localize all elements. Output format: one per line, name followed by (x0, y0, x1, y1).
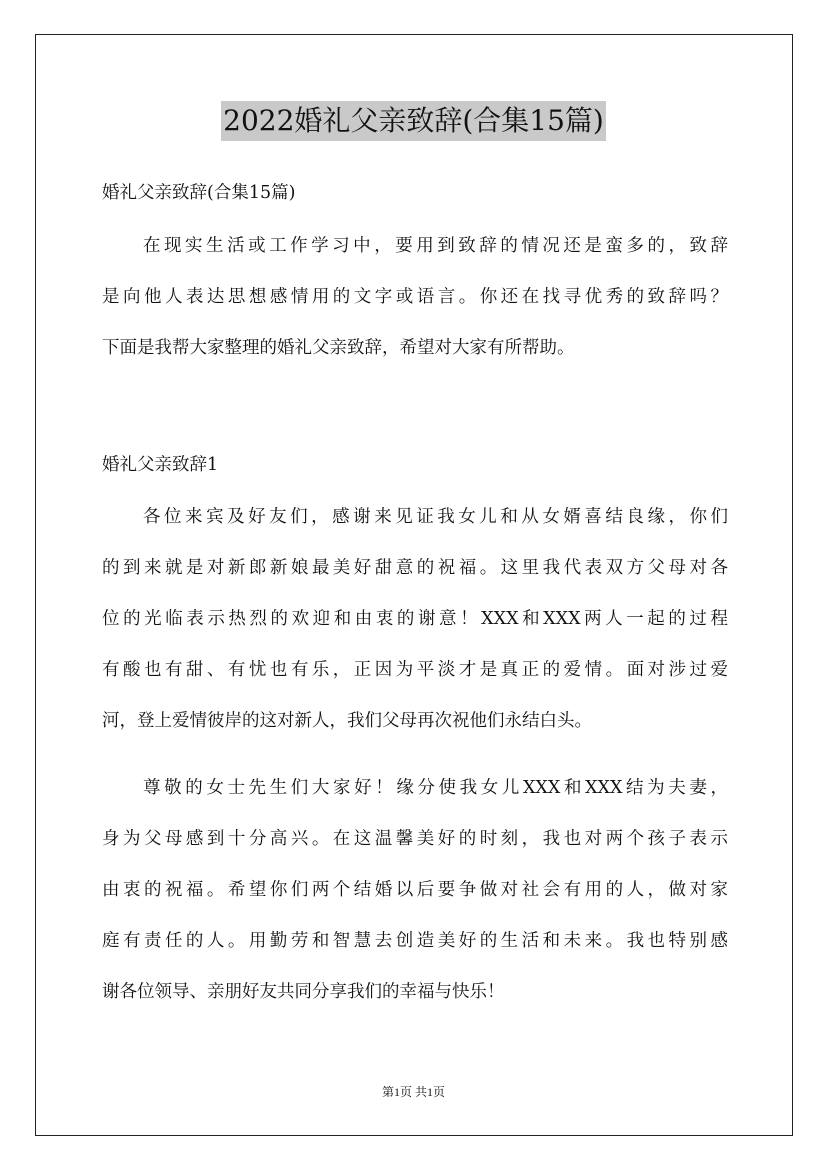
paragraph-line: 河，登上爱情彼岸的这对新人，我们父母再次祝他们永结白头。 (102, 711, 592, 731)
section1-paragraph2 (102, 763, 728, 1018)
intro-paragraph (102, 221, 728, 374)
title-container (0, 101, 827, 141)
page-footer: 第1页 共1页 (381, 1085, 445, 1099)
section-heading: 婚礼父亲致辞1 (102, 455, 219, 475)
paragraph-line: 位的光临表示热烈的欢迎和由衷的谢意！XXX和XXX两人一起的过程 (102, 609, 728, 629)
intro-line: 下面是我帮大家整理的婚礼父亲致辞，希望对大家有所帮助。 (102, 338, 575, 358)
paragraph-line: 庭有责任的人。用勤劳和智慧去创造美好的生活和未来。我也特别感 (102, 931, 728, 951)
paragraph-line: 有酸也有甜、有忧也有乐，正因为平淡才是真正的爱情。面对涉过爱 (102, 660, 728, 680)
document-title: 2022婚礼父亲致辞(合集15篇) (221, 101, 606, 141)
paragraph-line: 尊敬的女士先生们大家好！缘分使我女儿XXX和XXX结为夫妻， (143, 778, 728, 798)
paragraph-line: 身为父母感到十分高兴。在这温馨美好的时刻，我也对两个孩子表示 (102, 829, 728, 849)
paragraph-line: 各位来宾及好友们，感谢来见证我女儿和从女婿喜结良缘，你们 (143, 507, 728, 527)
document-subtitle: 婚礼父亲致辞(合集15篇) (102, 183, 296, 203)
intro-line: 是向他人表达思想感情用的文字或语言。你还在找寻优秀的致辞吗？ (102, 287, 728, 307)
paragraph-line: 的到来就是对新郎新娘最美好甜意的祝福。这里我代表双方父母对各 (102, 558, 728, 578)
section1-paragraph1 (102, 492, 728, 747)
intro-line: 在现实生活或工作学习中，要用到致辞的情况还是蛮多的，致辞 (143, 236, 728, 256)
paragraph-line: 由衷的祝福。希望你们两个结婚以后要争做对社会有用的人，做对家 (102, 880, 728, 900)
paragraph-line: 谢各位领导、亲朋好友共同分享我们的幸福与快乐！ (102, 982, 505, 1002)
